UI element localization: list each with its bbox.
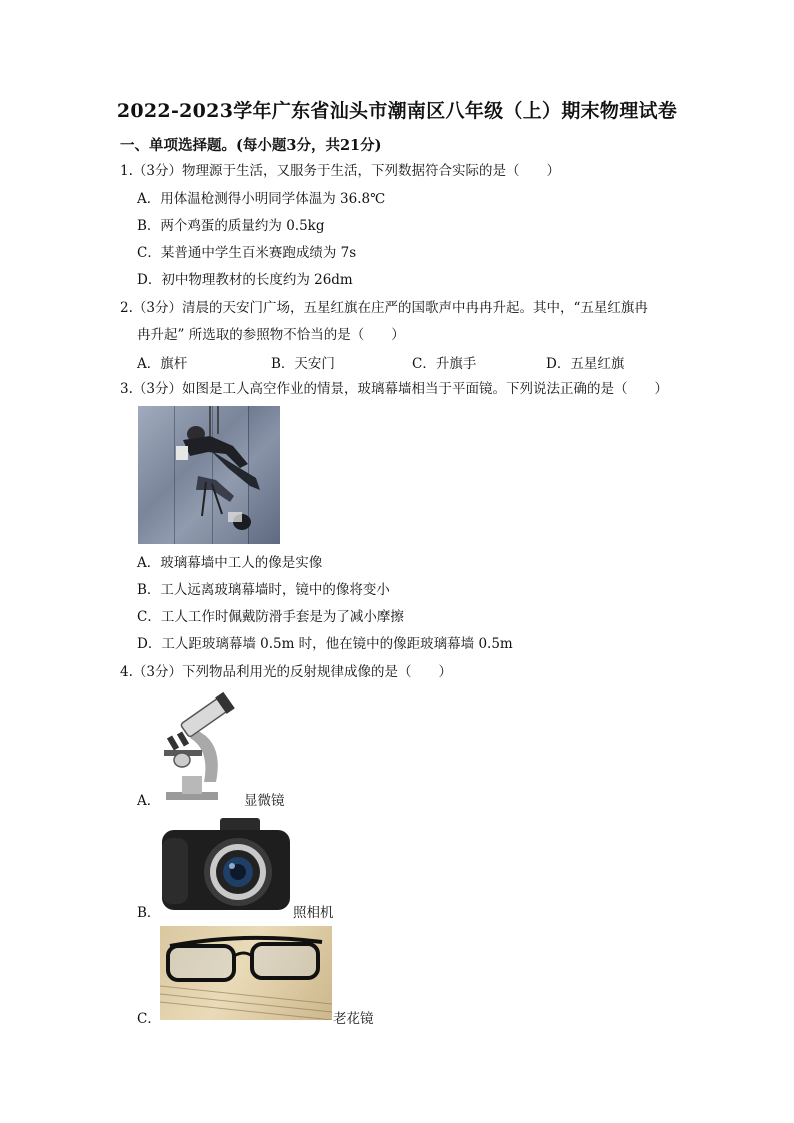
page-title: 2022-2023学年广东省汕头市潮南区八年级（上）期末物理试卷: [116, 100, 678, 122]
q4-option-b-name: 照相机: [293, 905, 334, 921]
q2-option-c: C．升旗手: [412, 356, 477, 372]
q1-option-a: A．用体温枪测得小明同学体温为 36.8℃: [137, 191, 386, 207]
question-1-stem: 1.（3分）物理源于生活，又服务于生活，下列数据符合实际的是（ ）: [120, 163, 560, 179]
q1-option-c: C．某普通中学生百米赛跑成绩为 7s: [137, 245, 357, 261]
q2-option-d: D．五星红旗: [546, 356, 625, 372]
q3-option-d: D．工人距玻璃幕墙 0.5m 时，他在镜中的像距玻璃幕墙 0.5m: [137, 636, 513, 652]
q4-option-b-letter: B．: [137, 905, 161, 921]
q1-option-b: B．两个鸡蛋的质量约为 0.5kg: [137, 218, 325, 234]
question-2-stem-line2: 冉升起” 所选取的参照物不恰当的是（ ）: [137, 327, 405, 343]
question-4-stem: 4.（3分）下列物品利用光的反射规律成像的是（ ）: [120, 664, 452, 680]
q2-options: [137, 352, 657, 372]
q2-option-a: A．旗杆: [137, 356, 188, 372]
q2-option-b: B．天安门: [271, 356, 335, 372]
window-cleaner-photo: [138, 406, 280, 544]
section-heading: 一、单项选择题。(每小题3分，共21分): [120, 137, 382, 154]
q3-option-a: A．玻璃幕墙中工人的像是实像: [137, 555, 323, 571]
q4-option-a-letter: A．: [137, 793, 161, 809]
reading-glasses-image: [160, 926, 332, 1020]
q4-option-c-letter: C．: [137, 1011, 161, 1027]
q4-option-c-name: 老花镜: [333, 1011, 374, 1027]
question-3-stem: 3.（3分）如图是工人高空作业的情景，玻璃幕墙相当于平面镜。下列说法正确的是（ ）: [120, 381, 668, 397]
q3-option-b: B．工人远离玻璃幕墙时，镜中的像将变小: [137, 582, 390, 598]
q3-option-c: C．工人工作时佩戴防滑手套是为了减小摩擦: [137, 609, 404, 625]
q1-option-d: D．初中物理教材的长度约为 26dm: [137, 272, 353, 288]
question-2-stem-line1: 2.（3分）清晨的天安门广场，五星红旗在庄严的国歌声中冉冉升起。其中，“五星红旗冉: [120, 300, 648, 316]
camera-image: [160, 816, 292, 912]
q4-option-a-name: 显微镜: [244, 793, 285, 809]
microscope-image: [160, 690, 240, 802]
